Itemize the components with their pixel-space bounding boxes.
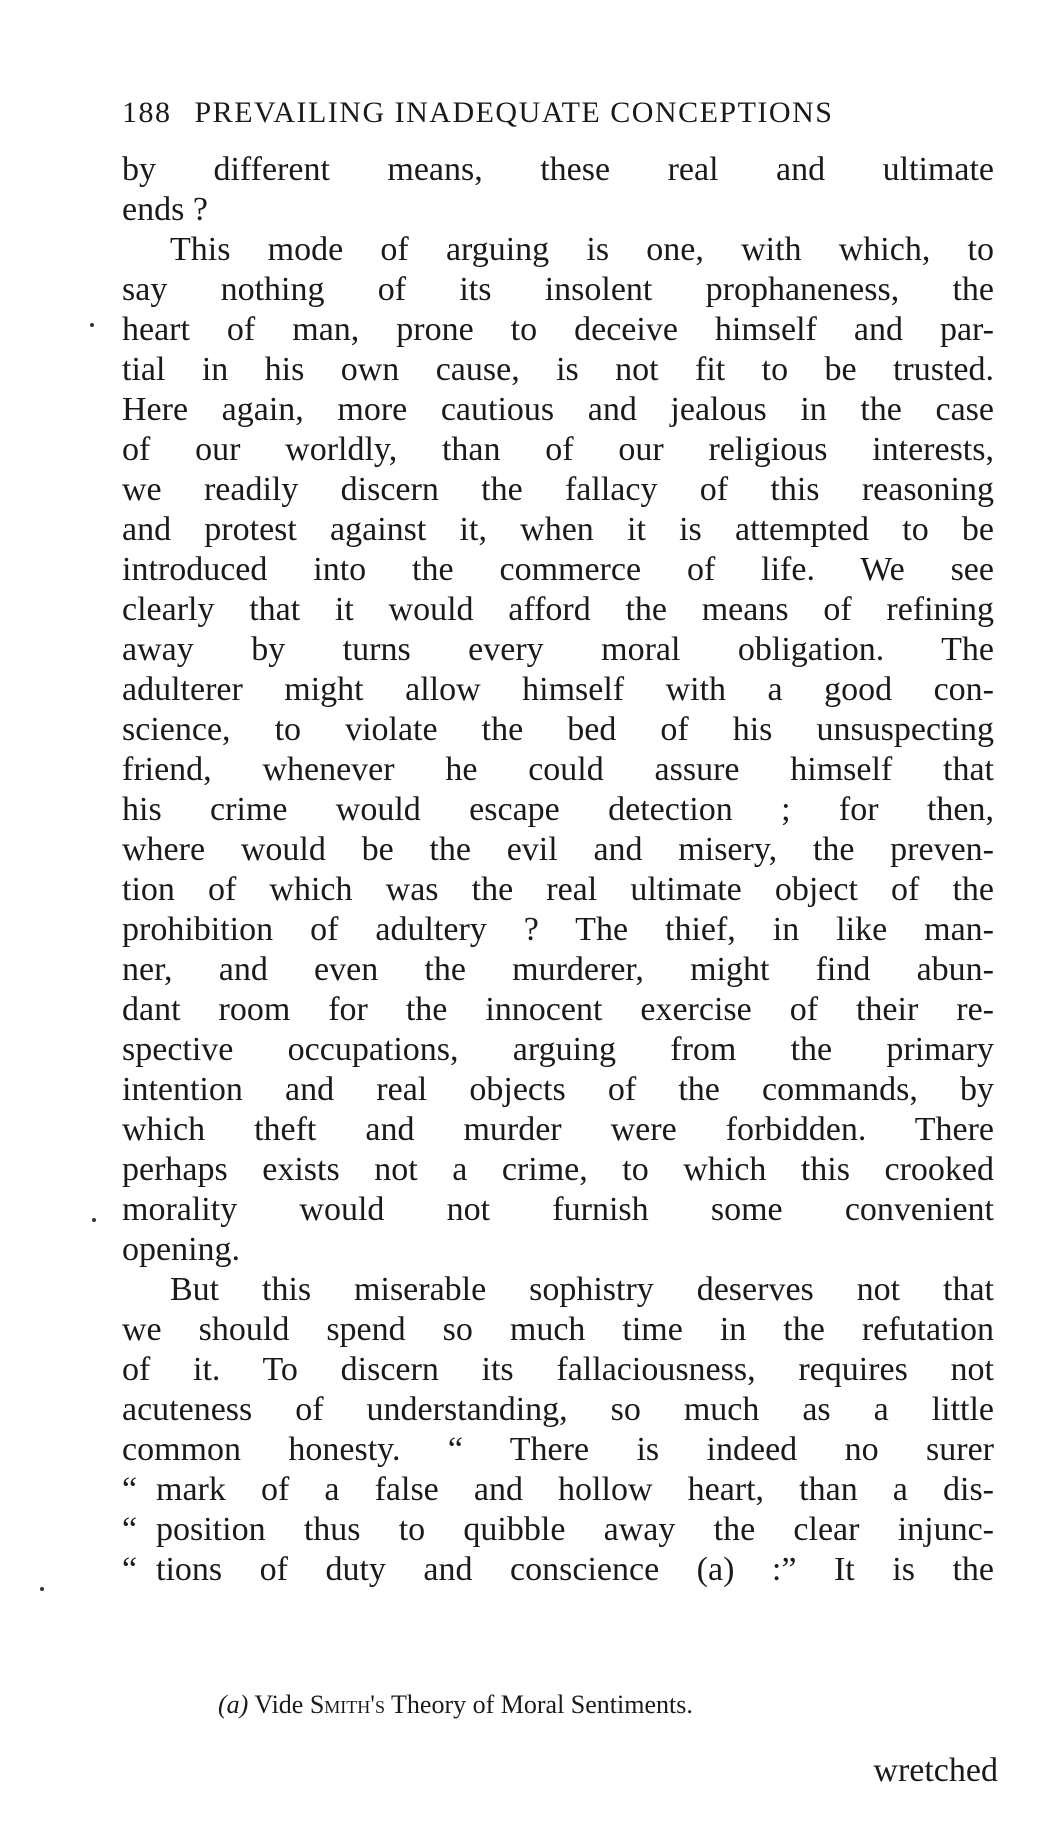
text-line — [122, 470, 994, 510]
quote-mark: “ — [122, 1511, 138, 1548]
text-line — [122, 1270, 994, 1310]
text-line-content: which theft and murder were forbidden. There — [122, 1111, 994, 1148]
footnote-marker: (a) — [218, 1690, 249, 1719]
text-line — [122, 270, 994, 310]
footnote-pre: Vide — [254, 1690, 304, 1719]
text-line-content: by different means, these real and ultimate — [122, 151, 994, 188]
page-number: 188 — [122, 96, 172, 129]
text-line-content: tion of which was the real ultimate object of the — [122, 871, 994, 908]
footnote-author: Smith's — [309, 1690, 385, 1719]
text-line — [122, 670, 994, 710]
text-line — [122, 510, 994, 550]
text-line — [122, 430, 994, 470]
text-line-content: of our worldly, than of our religious interests, — [122, 431, 994, 468]
text-line-content: heart of man, prone to deceive himself and par- — [122, 311, 994, 348]
text-line-content: spective occupations, arguing from the primary — [122, 1031, 994, 1068]
quote-mark: “ — [122, 1551, 138, 1588]
text-line-content: friend, whenever he could assure himself that — [122, 751, 994, 788]
text-line-content: prohibition of adultery ? The thief, in like man- — [122, 911, 994, 948]
text-line — [122, 710, 994, 750]
text-line-content: morality would not furnish some convenient — [122, 1191, 994, 1228]
text-line-content: mark of a false and hollow heart, than a dis- — [156, 1471, 994, 1508]
text-line-content: opening. — [122, 1231, 241, 1268]
text-line-content: Here again, more cautious and jealous in the case — [122, 391, 994, 428]
text-line — [122, 870, 994, 910]
text-line — [122, 630, 994, 670]
text-line — [122, 150, 994, 190]
text-line — [122, 1430, 994, 1470]
text-line-content: tial in his own cause, is not fit to be trusted. — [122, 351, 994, 388]
text-line — [122, 1390, 994, 1430]
text-line — [122, 1030, 994, 1070]
text-line — [122, 390, 994, 430]
text-line-content: science, to violate the bed of his unsuspecting — [122, 711, 994, 748]
text-line — [122, 230, 994, 270]
text-line-content: intention and real objects of the commands, by — [122, 1071, 994, 1108]
text-line-content: But this miserable sophistry deserves not that — [170, 1271, 994, 1308]
text-line — [122, 1070, 994, 1110]
text-line — [122, 550, 994, 590]
text-line-content: away by turns every moral obligation. The — [122, 631, 994, 668]
text-line — [122, 790, 994, 830]
text-line-content: of it. To discern its fallaciousness, requires not — [122, 1351, 994, 1388]
text-line-content: ner, and even the murderer, might find abun- — [122, 951, 994, 988]
text-line-content: adulterer might allow himself with a good con- — [122, 671, 994, 708]
text-line — [122, 1470, 994, 1510]
text-line — [122, 830, 994, 870]
text-line — [122, 910, 994, 950]
text-line — [122, 590, 994, 630]
running-header — [122, 96, 1002, 130]
text-line — [122, 990, 994, 1030]
text-line-content: acuteness of understanding, so much as a little — [122, 1391, 994, 1428]
text-line — [122, 1550, 994, 1590]
text-line-content: dant room for the innocent exercise of their re- — [122, 991, 994, 1028]
text-line — [122, 310, 994, 350]
text-line-content: say nothing of its insolent prophaneness, the — [122, 271, 994, 308]
text-line-content: introduced into the commerce of life. We see — [122, 551, 994, 588]
text-line — [122, 950, 994, 990]
text-line — [122, 1310, 994, 1350]
text-line — [122, 350, 994, 390]
text-line-content: position thus to quibble away the clear injunc- — [156, 1511, 994, 1548]
text-line-content: clearly that it would afford the means of refining — [122, 591, 994, 628]
quote-mark: “ — [122, 1471, 138, 1508]
margin-speck — [90, 323, 94, 327]
body-text — [122, 150, 994, 1590]
text-line-content: This mode of arguing is one, with which, to — [170, 231, 994, 268]
footnote-post: Theory of Moral Sentiments. — [391, 1690, 693, 1719]
text-line-content: and protest against it, when it is attempted to be — [122, 511, 994, 548]
text-line-content: ends ? — [122, 191, 208, 228]
text-line — [122, 1190, 994, 1230]
text-line-content: tions of duty and conscience (a) :” It is the — [156, 1551, 994, 1588]
margin-speck — [92, 1218, 96, 1222]
text-line-content: common honesty. “ There is indeed no surer — [122, 1431, 994, 1468]
catchword: wretched — [873, 1752, 998, 1789]
margin-speck — [40, 1587, 44, 1591]
text-line — [122, 1230, 994, 1270]
text-line-content: we readily discern the fallacy of this reasoning — [122, 471, 994, 508]
text-line-content: where would be the evil and misery, the preven- — [122, 831, 994, 868]
text-line — [122, 1150, 994, 1190]
text-line-content: his crime would escape detection ; for then, — [122, 791, 994, 828]
text-line — [122, 1510, 994, 1550]
text-line-content: perhaps exists not a crime, to which this crooked — [122, 1151, 994, 1188]
text-line — [122, 750, 994, 790]
text-line — [122, 1110, 994, 1150]
text-line — [122, 190, 994, 230]
running-title: PREVAILING INADEQUATE CONCEPTIONS — [194, 96, 834, 129]
footnote — [218, 1690, 1018, 1720]
text-line — [122, 1350, 994, 1390]
text-line-content: we should spend so much time in the refutation — [122, 1311, 994, 1348]
